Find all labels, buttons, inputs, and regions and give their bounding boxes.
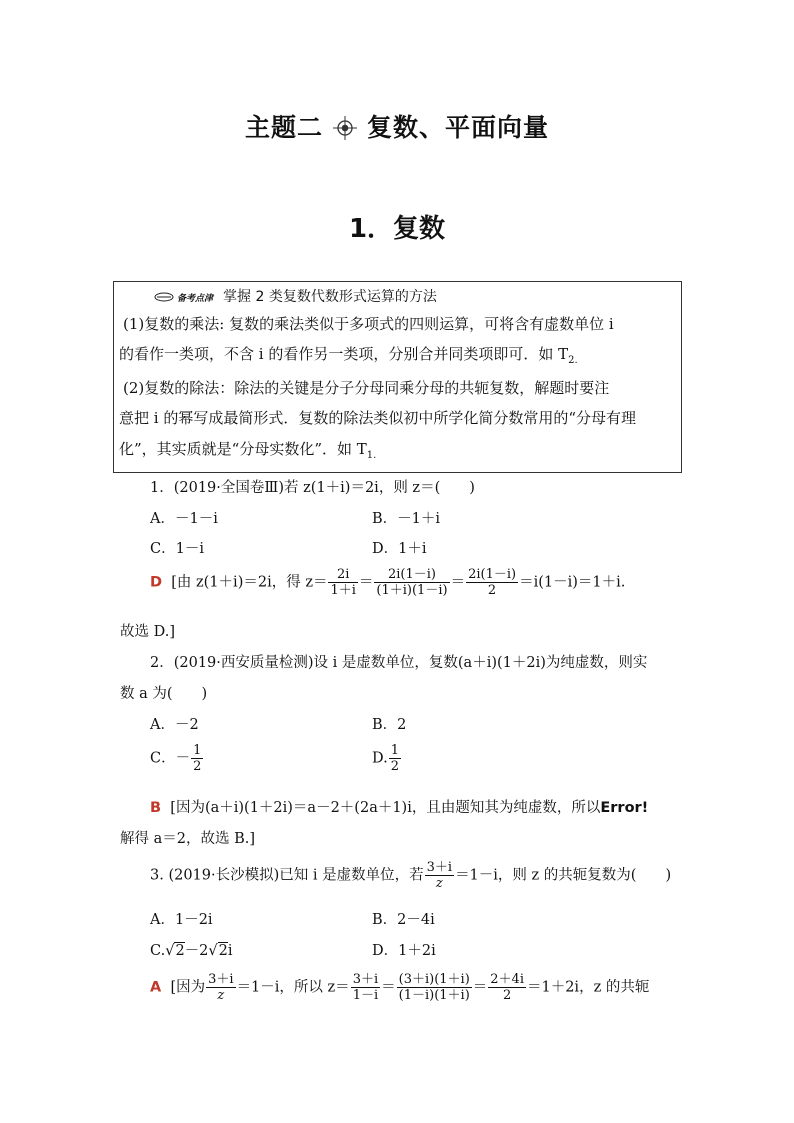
q2-answer: B — [150, 800, 162, 816]
q1-stem: 1．(2019·全国卷Ⅲ)若 z(1＋i)＝2i，则 z＝( ) — [150, 480, 475, 496]
q3-answer: A — [150, 979, 162, 996]
tip-p2-line3: 化”，其实质就是“分母实数化”．如 $T_{1.}$ — [119, 440, 377, 461]
q2-error-text: Error! — [600, 800, 649, 816]
q3-option-b: B．2－4i — [372, 912, 435, 928]
q2-stem-line2: 数 a 为( ) — [120, 686, 208, 702]
q1-option-b: B．－1＋i — [372, 511, 441, 527]
tip-p2-line2: 意把 i 的幂写成最简形式．复数的除法类似初中所学化简分数常用的“分母有理 — [119, 409, 637, 427]
q3-frac-4: $\frac{2+4i}{2}$ — [490, 972, 524, 1003]
subject-label: 复数、平面向量 — [367, 113, 550, 142]
tip-p1-sub: 2. — [568, 355, 578, 366]
tip-p2-sub: 1. — [366, 450, 377, 461]
tip-p1-line1: (1)复数的乘法: 复数的乘法类似于多项式的四则运算，可将含有虚数单位 i — [123, 315, 614, 333]
q1-solution: D [由 z(1＋i)＝2i，得 z＝ $\frac{2i}{1+i}$ ＝ $\frac{2i(1-i)}{(1+i)(1-i)}$ ＝ $\frac{2i(1-i)}{2}$ ＝i(1－i)＝1＋i. — [150, 567, 626, 598]
q1-answer: D — [150, 574, 163, 591]
topic-title — [0, 108, 794, 146]
tip-p1-line2: 的看作一类项，不含 i 的看作另一类项，分别合并同类项即可．如 $T_{2.}$ — [119, 345, 578, 366]
q1-option-d: D．1＋i — [372, 541, 427, 557]
q1-option-a: A．－1－i — [150, 511, 218, 527]
q1-option-c: C．1－i — [150, 541, 204, 557]
q3-option-d: D．1＋2i — [372, 943, 436, 959]
section-title: 1．复数 — [348, 214, 446, 244]
tip-box — [113, 281, 682, 473]
q3-solution: A [因为 $\frac{3+i}{z}$ ＝1－i，所以 z＝ $\frac{3+i}{1-i}$ ＝ $\frac{(3+i)(1+i)}{(1-i)(1+i)}$ ＝ $\frac{2+4i}{2}$ ＝1＋2i，z 的共轭 — [150, 972, 650, 1003]
q3-frac-2: $\frac{3+i}{1-i}$ — [352, 972, 379, 1003]
tip-badge: 备考点津 — [177, 294, 214, 304]
q1-frac-2: $\frac{2i(1-i)}{(1+i)(1-i)}$ — [376, 567, 448, 598]
q2-option-c-frac: $\frac{1}{2}$ — [193, 743, 202, 774]
q3-option-a: A．1－2i — [150, 912, 213, 928]
q2-option-c: C．－ $\frac{1}{2}$ — [150, 743, 202, 774]
pen-icon — [154, 290, 174, 306]
q1-solution-end: 故选 D.] — [120, 624, 175, 640]
tip-heading: 掌握 2 类复数代数形式运算的方法 — [223, 289, 437, 305]
q2-option-a: A．－2 — [150, 717, 199, 733]
q2-solution-end: 解得 a＝2，故选 B.] — [120, 831, 256, 847]
q2-stem-line1: 2．(2019·西安质量检测)设 i 是虚数单位，复数(a＋i)(1＋2i)为纯虚数，则实 — [150, 655, 648, 671]
q1-frac-3: $\frac{2i(1-i)}{2}$ — [468, 567, 517, 598]
q3-stem-frac: $\frac{3+i}{z}$ — [426, 860, 453, 891]
q2-option-d: D. $\frac{1}{2}$ — [372, 743, 399, 774]
crosshair-icon — [333, 116, 357, 146]
q3-stem: 3. (2019·长沙模拟)已知 i 是虚数单位，若 $\frac{3+i}{z}$ ＝1－i，则 z 的共轭复数为( ) — [150, 860, 672, 891]
q3-option-c: C.√2－2√2i — [150, 943, 233, 959]
tip-p2-line1: (2)复数的除法：除法的关键是分子分母同乘分母的共轭复数，解题时要注 — [123, 379, 610, 397]
q1-frac-1: $\frac{2i}{1+i}$ — [330, 567, 356, 598]
q2-option-b: B．2 — [372, 717, 407, 733]
topic-label: 主题二 — [244, 113, 323, 142]
q3-frac-1: $\frac{3+i}{z}$ — [208, 972, 234, 1003]
q2-solution: B [因为(a＋i)(1＋2i)＝a－2＋(2a＋1)i，且由题知其为纯虚数，所以Error! — [150, 800, 649, 816]
q2-option-d-frac: $\frac{1}{2}$ — [390, 743, 399, 774]
tip-header — [154, 286, 437, 306]
q3-frac-3: $\frac{(3+i)(1+i)}{(1-i)(1+i)}$ — [398, 972, 470, 1003]
